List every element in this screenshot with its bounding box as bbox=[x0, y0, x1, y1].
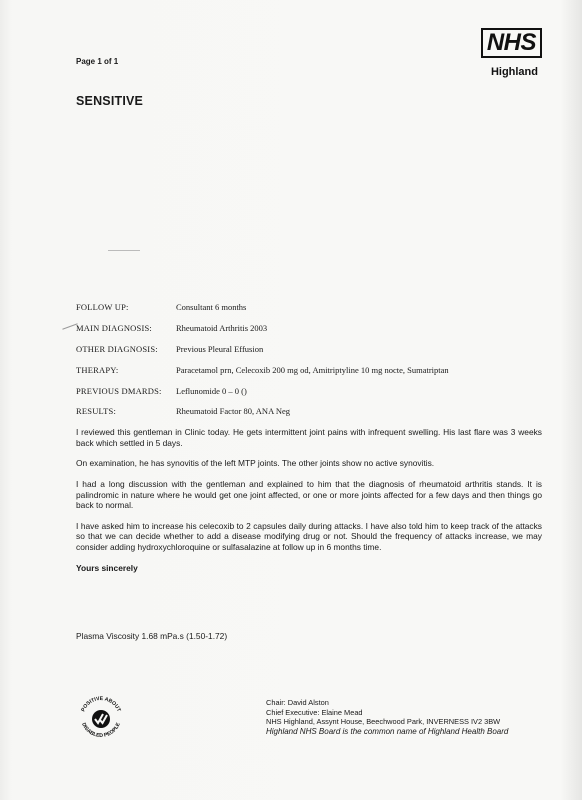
footer-chief-executive: Chief Executive: Elaine Mead bbox=[266, 707, 363, 717]
two-ticks-icon bbox=[92, 710, 110, 728]
classification-heading: SENSITIVE bbox=[76, 94, 144, 108]
lab-note: Plasma Viscosity 1.68 mPa.s (1.50-1.72) bbox=[76, 631, 228, 641]
field-value: Previous Pleural Effusion bbox=[176, 343, 264, 354]
footer-note: Highland NHS Board is the common name of Highland Health Board bbox=[266, 726, 509, 736]
field-therapy bbox=[76, 359, 536, 380]
page-number: Page 1 of 1 bbox=[76, 57, 119, 66]
clinical-summary bbox=[76, 297, 536, 422]
field-results bbox=[76, 401, 536, 422]
field-label: RESULTS: bbox=[76, 406, 117, 417]
body-paragraph: I have asked him to increase his celecoxib to 2 capsules daily during attacks. I have also told him to keep track of the attacks so that we can decide whether to add a disease modifying drug or not. Should the frequency of attacks increase, we may consider adding hydroxychloroquine or sulfasalazine at follow up in 6 months time. bbox=[76, 520, 542, 552]
field-label: THERAPY: bbox=[76, 364, 119, 375]
nhs-highland-logo bbox=[452, 28, 542, 84]
body-paragraph: On examination, he has synovitis of the left MTP joints. The other joints show no active synovitis. bbox=[76, 458, 435, 469]
field-value: Consultant 6 months bbox=[176, 302, 247, 313]
body-paragraph: I had a long discussion with the gentleman and explained to him that the diagnosis of rheumatoid arthritis stands. It is palindromic in nature where he would get one joint affected, or one or more joints affected for a few days and then things go back to normal. bbox=[76, 479, 542, 511]
field-label: PREVIOUS DMARDS: bbox=[76, 385, 162, 396]
field-label: FOLLOW UP: bbox=[76, 302, 129, 313]
footer-address: NHS Highland, Assynt House, Beechwood Park, INVERNESS IV2 3BW bbox=[266, 717, 501, 727]
field-label: MAIN DIAGNOSIS: bbox=[76, 323, 152, 334]
letter-footer bbox=[266, 698, 508, 736]
field-label: OTHER DIAGNOSIS: bbox=[76, 343, 158, 354]
badge-bottom-text: DISABLED PEOPLE bbox=[80, 721, 122, 740]
badge-top-text: POSITIVE ABOUT bbox=[80, 695, 122, 713]
disability-badge bbox=[76, 693, 126, 743]
field-follow-up bbox=[76, 297, 536, 318]
field-previous-dmards bbox=[76, 380, 536, 401]
body-paragraph: I reviewed this gentleman in Clinic today. He gets intermittent joint pains with infrequent swelling. His last flare was 3 weeks back which settled in 5 days. bbox=[76, 427, 542, 448]
closing-salutation: Yours sincerely bbox=[76, 562, 138, 573]
scan-artifact-line bbox=[108, 250, 140, 251]
logo-region: Highland bbox=[490, 66, 538, 78]
footer-chair: Chair: David Alston bbox=[266, 698, 329, 707]
letter-body bbox=[76, 427, 542, 573]
field-value: Leflunomide 0 – 0 () bbox=[176, 385, 247, 396]
field-value: Rheumatoid Factor 80, ANA Neg bbox=[176, 406, 291, 417]
field-main-diagnosis bbox=[76, 318, 536, 339]
field-value: Rheumatoid Arthritis 2003 bbox=[176, 323, 268, 334]
field-value: Paracetamol prn, Celecoxib 200 mg od, Amitriptyline 10 mg nocte, Sumatriptan bbox=[176, 364, 449, 375]
nhs-logo-text: NHS bbox=[481, 28, 542, 58]
field-other-diagnosis bbox=[76, 339, 536, 360]
